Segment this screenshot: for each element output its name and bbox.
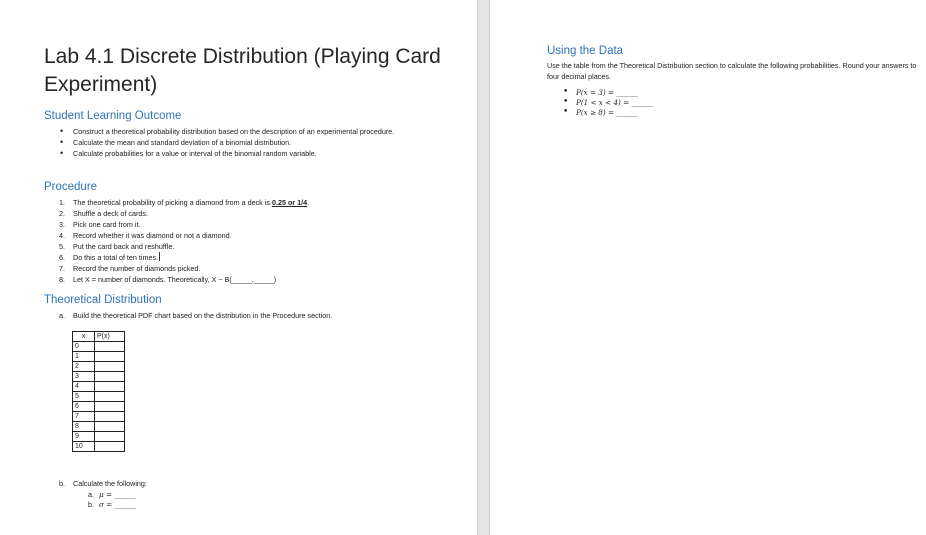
table-row	[73, 412, 125, 422]
theoretical-item-b: b. Calculate the following:	[59, 479, 147, 488]
theoretical-item-a: a. Build the theoretical PDF chart based on the distribution in the Procedure section.	[59, 311, 333, 320]
px-cell[interactable]	[95, 372, 125, 382]
slo-item: • Calculate probabilities for a value or interval of the binomial random variable.	[44, 148, 424, 159]
procedure-step: 3. Pick one card from it.	[59, 220, 141, 229]
slo-heading: Student Learning Outcome	[44, 110, 182, 122]
stats-sublist	[88, 489, 136, 509]
probability-list	[547, 87, 847, 117]
instruction-text: Use the table from the Theoretical Distribution section to calculate the following probabilities. Round your answers to four decimal places.	[547, 61, 917, 81]
theoretical-heading: Theoretical Distribution	[44, 294, 162, 306]
px-cell[interactable]	[95, 382, 125, 392]
procedure-step: 1. The theoretical probability of picking a diamond from a deck is 0.25 or 1/4.	[59, 198, 310, 207]
slo-item: • Calculate the mean and standard deviation of a binomial distribution.	[44, 137, 424, 148]
x-cell: 5	[73, 392, 95, 402]
column-header-x: x	[73, 332, 95, 342]
table-row	[73, 392, 125, 402]
table-row	[73, 382, 125, 392]
table-row	[73, 442, 125, 452]
procedure-step: 5. Put the card back and reshuffle.	[59, 242, 175, 251]
px-cell[interactable]	[95, 352, 125, 362]
x-cell: 7	[73, 412, 95, 422]
table-row	[73, 402, 125, 412]
x-cell: 3	[73, 372, 95, 382]
table-row	[73, 372, 125, 382]
probability-item[interactable]: • P(1 < x < 4) = ______	[547, 97, 847, 107]
table-row	[73, 362, 125, 372]
x-cell: 9	[73, 432, 95, 442]
px-cell[interactable]	[95, 362, 125, 372]
probability-item[interactable]: • P(x = 3) = ______	[547, 87, 847, 97]
procedure-step[interactable]: 6. Do this a total of ten times.	[59, 253, 159, 262]
px-cell[interactable]	[95, 432, 125, 442]
x-cell: 0	[73, 342, 95, 352]
table-row	[73, 342, 125, 352]
slo-item: • Construct a theoretical probability distribution based on the description of an experimental procedure.	[44, 126, 424, 137]
table-row	[73, 422, 125, 432]
table-row	[73, 432, 125, 442]
emphasized-probability: 0.25 or 1/4	[271, 198, 308, 207]
x-cell: 4	[73, 382, 95, 392]
px-cell[interactable]	[95, 422, 125, 432]
table-header-row	[73, 332, 125, 342]
procedure-heading: Procedure	[44, 181, 98, 193]
slo-list	[44, 126, 424, 159]
pdf-table	[72, 331, 125, 452]
x-cell: 8	[73, 422, 95, 432]
text-cursor	[159, 252, 160, 261]
px-cell[interactable]	[95, 392, 125, 402]
procedure-step: 4. Record whether it was diamond or not a diamond.	[59, 231, 232, 240]
procedure-step: 8. Let X = number of diamonds. Theoretically, X ~ B(_____,_____)	[59, 275, 277, 284]
x-cell: 2	[73, 362, 95, 372]
x-cell: 1	[73, 352, 95, 362]
std-dev-answer[interactable]: b. σ = ______	[88, 500, 137, 509]
x-cell: 6	[73, 402, 95, 412]
procedure-step: 7. Record the number of diamonds picked.	[59, 264, 201, 273]
procedure-list	[44, 197, 464, 285]
px-cell[interactable]	[95, 412, 125, 422]
column-header-px: P(x)	[95, 332, 125, 342]
page-title: Lab 4.1 Discrete Distribution (Playing Card Experiment)	[44, 45, 441, 96]
table-row	[73, 352, 125, 362]
x-cell: 10	[73, 442, 95, 452]
px-cell[interactable]	[95, 342, 125, 352]
document-page-right	[490, 0, 926, 535]
probability-item[interactable]: • P(x ≥ 8) = ______	[547, 107, 847, 117]
page-gutter	[477, 0, 490, 535]
px-cell[interactable]	[95, 442, 125, 452]
mean-answer[interactable]: a. μ = ______	[88, 490, 136, 499]
using-data-heading: Using the Data	[547, 45, 624, 57]
procedure-step: 2. Shuffle a deck of cards.	[59, 209, 148, 218]
px-cell[interactable]	[95, 402, 125, 412]
